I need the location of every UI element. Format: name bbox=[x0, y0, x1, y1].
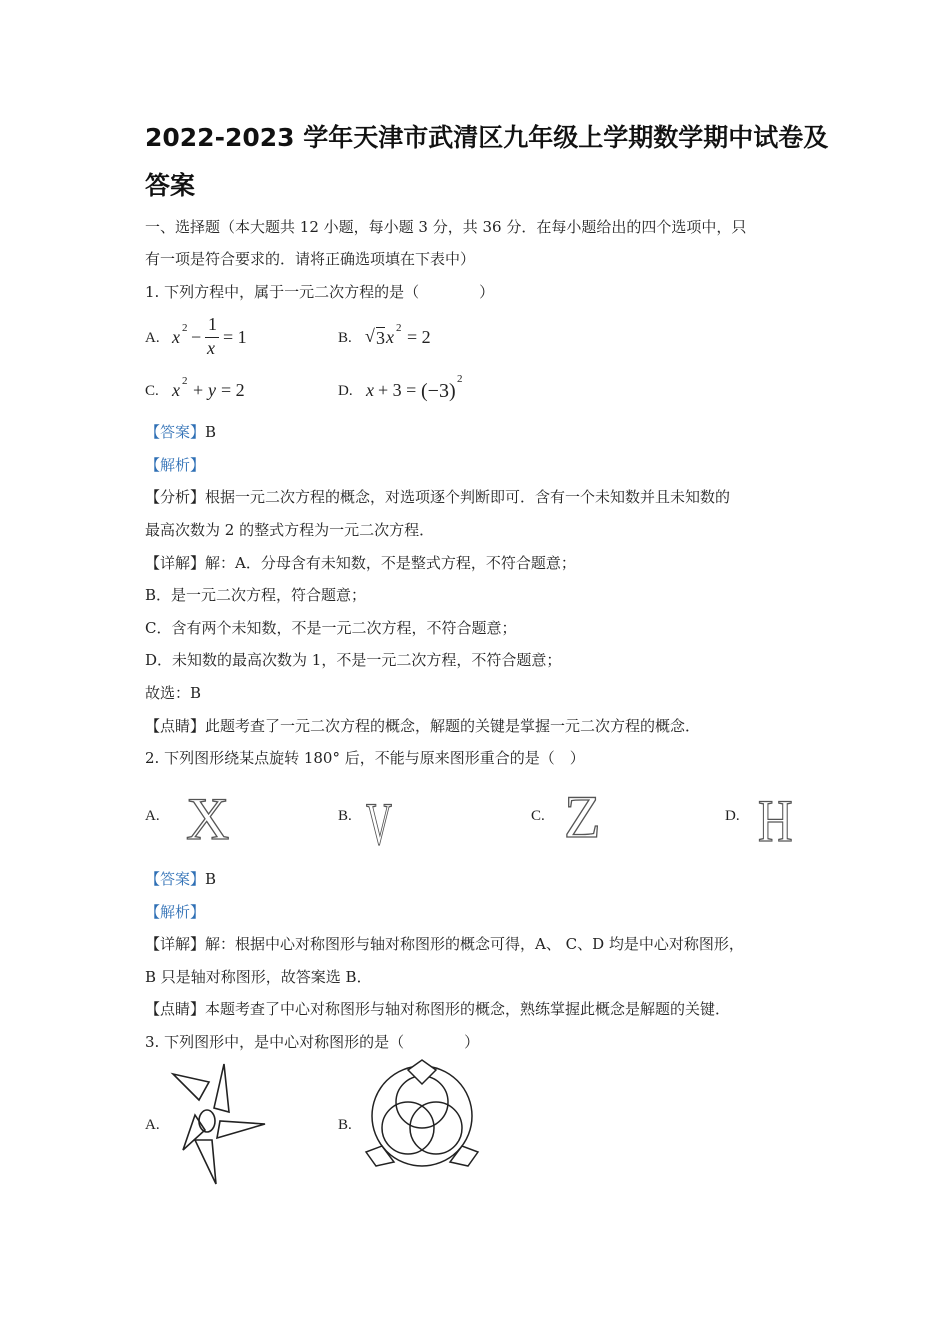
page-title-line2: 答案 bbox=[145, 171, 196, 200]
q1-c-exp: 2 bbox=[182, 375, 188, 387]
q2-option-b-figure: V bbox=[366, 791, 393, 857]
q1-fenxi-line1 bbox=[145, 486, 730, 507]
q1-b-root-sign: √ bbox=[365, 326, 375, 346]
q2-analysis-tag: 【解析】 bbox=[145, 903, 206, 921]
q1-stem: 1. 下列方程中，属于一元二次方程的是（ ） bbox=[145, 283, 495, 301]
q1-d-paren: (−3) bbox=[421, 380, 456, 402]
q1-a-eq: = 1 bbox=[223, 327, 247, 347]
q1-answer-value: B bbox=[205, 423, 217, 441]
page-title-line1: 2022-2023 学年天津市武清区九年级上学期数学期中试卷及 bbox=[145, 123, 829, 152]
section-header-line2: 有一项是符合要求的．请将正确选项填在下表中） bbox=[145, 250, 476, 268]
q3-option-b-figure bbox=[358, 1058, 488, 1178]
q1-a-minus: − bbox=[191, 327, 202, 347]
q1-analysis-tag: 【解析】 bbox=[145, 456, 206, 474]
q3-a-blade-5 bbox=[195, 1140, 216, 1184]
section-header-line1: 一、选择题（本大题共 12 小题，每小题 3 分，共 36 分．在每小题给出的四个选项中，只 bbox=[145, 218, 747, 236]
q1-comment bbox=[145, 715, 700, 736]
q1-a-numerator: 1 bbox=[208, 314, 217, 334]
q3-b-tab-top bbox=[408, 1060, 436, 1084]
q1-option-b-label: B. bbox=[338, 330, 352, 346]
q1-d-var-x: x bbox=[366, 380, 374, 400]
q2-detail-line1 bbox=[145, 933, 744, 954]
q1-answer-tag: 【答案】 bbox=[145, 423, 206, 441]
q1-b-var-x: x bbox=[386, 327, 394, 347]
q2-answer-value: B bbox=[205, 870, 217, 888]
q1-b-exp: 2 bbox=[396, 322, 402, 334]
q2-detail-text1: 解：根据中心对称图形与轴对称图形的概念可得，A、 C、D 均是中心对称图形， bbox=[205, 935, 744, 953]
q1-detail-line4: D．未知数的最高次数为 1，不是一元二次方程，不符合题意； bbox=[145, 651, 562, 669]
q1-fenxi-tag: 【分析】 bbox=[145, 488, 206, 506]
q1-c-plus: + bbox=[193, 380, 204, 400]
q3-a-blade-1 bbox=[173, 1074, 209, 1100]
q3-b-tab-left bbox=[366, 1146, 394, 1166]
q2-answer-tag: 【答案】 bbox=[145, 870, 206, 888]
q1-c-eq: = 2 bbox=[221, 380, 245, 400]
q2-comment-tag: 【点睛】 bbox=[145, 1000, 206, 1018]
q2-answer bbox=[145, 868, 216, 889]
q3-option-a-figure bbox=[165, 1058, 275, 1190]
q2-option-c-label: C. bbox=[531, 808, 545, 824]
q2-comment bbox=[145, 998, 730, 1019]
q1-b-radicand: 3 bbox=[376, 328, 385, 348]
q3-option-a-label: A. bbox=[145, 1117, 160, 1133]
q2-option-d-label: D. bbox=[725, 808, 740, 824]
q2-detail-tag: 【详解】 bbox=[145, 935, 206, 953]
q1-detail-line5: 故选：B bbox=[145, 684, 202, 702]
q1-detail-line3: C．含有两个未知数，不是一元二次方程，不符合题意； bbox=[145, 619, 517, 637]
q2-option-d-figure: H bbox=[758, 788, 793, 854]
q1-a-var-x: x bbox=[172, 327, 180, 347]
q1-detail-line1 bbox=[145, 552, 576, 573]
q3-option-b-label: B. bbox=[338, 1117, 352, 1133]
q3-b-tab-right bbox=[450, 1146, 478, 1166]
q1-option-a-label: A. bbox=[145, 330, 160, 346]
q2-option-a-figure: X bbox=[186, 786, 230, 852]
q3-stem: 3. 下列图形中，是中心对称图形的是（ ） bbox=[145, 1033, 480, 1051]
q1-comment-text: 此题考查了一元二次方程的概念，解题的关键是掌握一元二次方程的概念． bbox=[205, 717, 701, 735]
q1-fenxi-line2: 最高次数为 2 的整式方程为一元二次方程． bbox=[145, 521, 435, 539]
q1-answer bbox=[145, 421, 216, 442]
q1-b-eq: = 2 bbox=[407, 327, 431, 347]
q2-option-b-label: B. bbox=[338, 808, 352, 824]
q1-detail-line2: B．是一元二次方程，符合题意； bbox=[145, 586, 367, 604]
q1-a-denominator: x bbox=[207, 338, 215, 358]
q3-a-blade-4 bbox=[183, 1115, 205, 1150]
q1-option-d-label: D. bbox=[338, 383, 353, 399]
q2-comment-text: 本题考查了中心对称图形与轴对称图形的概念，熟练掌握此概念是解题的关键． bbox=[205, 1000, 731, 1018]
q1-fenxi-text1: 根据一元二次方程的概念，对选项逐个判断即可．含有一个未知数并且未知数的 bbox=[205, 488, 731, 506]
q1-d-exp: 2 bbox=[457, 373, 463, 385]
q1-c-var-y: y bbox=[208, 380, 216, 400]
q1-comment-tag: 【点睛】 bbox=[145, 717, 206, 735]
q2-option-a-label: A. bbox=[145, 808, 160, 824]
q1-a-exp: 2 bbox=[182, 322, 188, 334]
q3-a-center bbox=[199, 1110, 215, 1132]
q3-a-blade-2 bbox=[214, 1064, 229, 1112]
q2-stem: 2. 下列图形绕某点旋转 180° 后，不能与原来图形重合的是（ ） bbox=[145, 749, 585, 767]
q2-option-c-figure: Z bbox=[564, 784, 601, 850]
q1-d-rest: + 3 = bbox=[378, 380, 417, 400]
q2-detail-line2: B 只是轴对称图形，故答案选 B． bbox=[145, 968, 372, 986]
q3-a-blade-3 bbox=[217, 1121, 265, 1138]
q1-option-c-label: C. bbox=[145, 383, 159, 399]
q1-c-var-x: x bbox=[172, 380, 180, 400]
q1-detail-text1: 解：A．分母含有未知数，不是整式方程，不符合题意； bbox=[205, 554, 576, 572]
q1-detail-tag: 【详解】 bbox=[145, 554, 206, 572]
